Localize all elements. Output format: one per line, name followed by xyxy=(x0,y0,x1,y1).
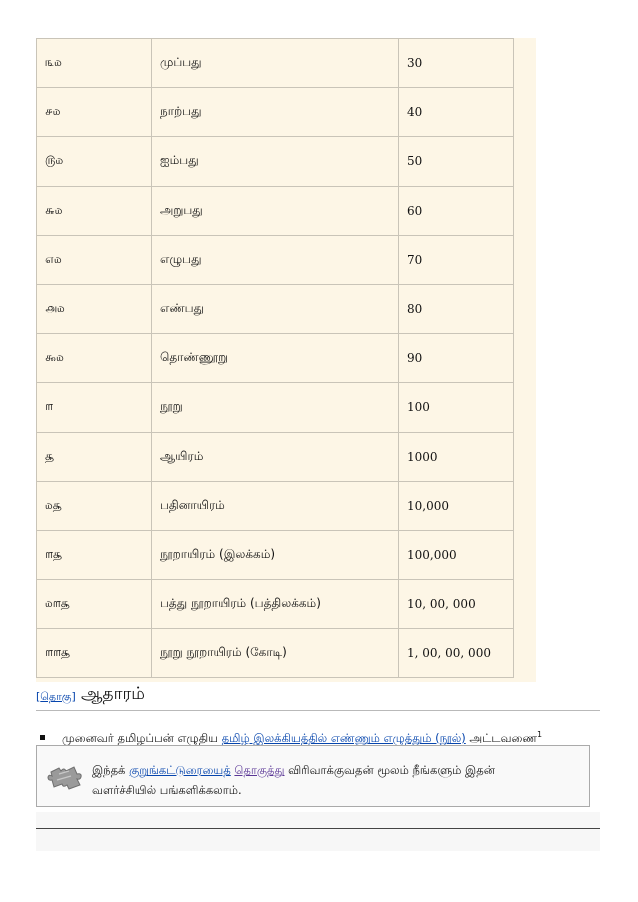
table-row xyxy=(37,334,514,383)
tamil-numeral-cell: ௯௰ xyxy=(37,334,152,383)
tamil-word-cell: நூறு நூறாயிரம் (கோடி) xyxy=(152,629,399,678)
reference-suffix: அட்டவணை xyxy=(465,730,538,745)
table-row xyxy=(37,88,514,137)
arabic-number-cell: 70 xyxy=(399,235,514,284)
tamil-numeral-cell: ௰௱௲ xyxy=(37,580,152,629)
tamil-word-cell: பதினாயிரம் xyxy=(152,481,399,530)
tamil-word-cell: முப்பது xyxy=(152,39,399,88)
tamil-numeral-cell: ௰௲ xyxy=(37,481,152,530)
tamil-numeral-cell: ௮௰ xyxy=(37,284,152,333)
numerals-table-container xyxy=(36,38,536,682)
tamil-numeral-cell: ௪௰ xyxy=(37,88,152,137)
tamil-word-cell: நூறாயிரம் (இலக்கம்) xyxy=(152,530,399,579)
tamil-numeral-cell: ௭௰ xyxy=(37,235,152,284)
tamil-numeral-cell: ௱௱௲ xyxy=(37,629,152,678)
table-row xyxy=(37,186,514,235)
puzzle-icon xyxy=(47,762,87,790)
stub-text-line2: வளர்ச்சியில் பங்களிக்கலாம். xyxy=(92,783,242,797)
reference-book-link[interactable]: தமிழ் இலக்கியத்தில் எண்ணும் எழுத்தும் (நூல்) xyxy=(221,730,466,745)
tamil-numeral-cell: ௫௰ xyxy=(37,137,152,186)
arabic-number-cell: 10,000 xyxy=(399,481,514,530)
arabic-number-cell: 30 xyxy=(399,39,514,88)
stub-notice-box xyxy=(36,745,590,807)
stub-text-start: இந்தக் xyxy=(92,763,130,777)
bullet-icon xyxy=(40,735,45,740)
tamil-word-cell: எண்பது xyxy=(152,284,399,333)
reference-prefix: முனைவர் தமிழப்பன் எழுதிய xyxy=(62,730,222,745)
table-row xyxy=(37,235,514,284)
numerals-table-body xyxy=(37,39,514,678)
stub-text-end: விரிவாக்குவதன் மூலம் நீங்களும் இதன் xyxy=(284,763,495,777)
tamil-word-cell: அறுபது xyxy=(152,186,399,235)
tamil-word-cell: பத்து நூறாயிரம் (பத்திலக்கம்) xyxy=(152,580,399,629)
arabic-number-cell: 80 xyxy=(399,284,514,333)
table-row xyxy=(37,432,514,481)
tamil-numeral-cell: ௲ xyxy=(37,432,152,481)
table-row xyxy=(37,383,514,432)
arabic-number-cell: 40 xyxy=(399,88,514,137)
section-heading xyxy=(36,684,600,711)
tamil-word-cell: ஆயிரம் xyxy=(152,432,399,481)
arabic-number-cell: 1000 xyxy=(399,432,514,481)
edit-section-link-wrapper: [தொகு] xyxy=(36,690,76,703)
table-row xyxy=(37,39,514,88)
arabic-number-cell: 10, 00, 000 xyxy=(399,580,514,629)
stub-edit-link[interactable]: தொகுத்து xyxy=(234,763,285,777)
arabic-number-cell: 60 xyxy=(399,186,514,235)
tamil-numeral-cell: ௱ xyxy=(37,383,152,432)
stub-article-link[interactable]: குறுங்கட்டுரையைத் xyxy=(129,763,231,777)
reference-footnote: 1 xyxy=(537,730,543,739)
tamil-numeral-cell: ௱௲ xyxy=(37,530,152,579)
numerals-table xyxy=(36,38,514,678)
arabic-number-cell: 1, 00, 00, 000 xyxy=(399,629,514,678)
footer-divider-area xyxy=(36,812,600,828)
table-row xyxy=(37,137,514,186)
table-row xyxy=(37,580,514,629)
tamil-word-cell: ஐம்பது xyxy=(152,137,399,186)
tamil-numeral-cell: ௩௰ xyxy=(37,39,152,88)
arabic-number-cell: 100 xyxy=(399,383,514,432)
tamil-word-cell: எழுபது xyxy=(152,235,399,284)
tamil-word-cell: தொண்ணூறு xyxy=(152,334,399,383)
table-row xyxy=(37,481,514,530)
stub-notice-text xyxy=(92,760,572,800)
footer-band xyxy=(36,828,600,851)
table-row xyxy=(37,284,514,333)
table-row xyxy=(37,530,514,579)
table-row xyxy=(37,629,514,678)
section-title: ஆதாரம் xyxy=(81,684,145,704)
tamil-word-cell: நாற்பது xyxy=(152,88,399,137)
edit-section-link[interactable]: தொகு xyxy=(40,690,72,703)
arabic-number-cell: 100,000 xyxy=(399,530,514,579)
arabic-number-cell: 90 xyxy=(399,334,514,383)
tamil-numeral-cell: ௬௰ xyxy=(37,186,152,235)
tamil-word-cell: நூறு xyxy=(152,383,399,432)
arabic-number-cell: 50 xyxy=(399,137,514,186)
